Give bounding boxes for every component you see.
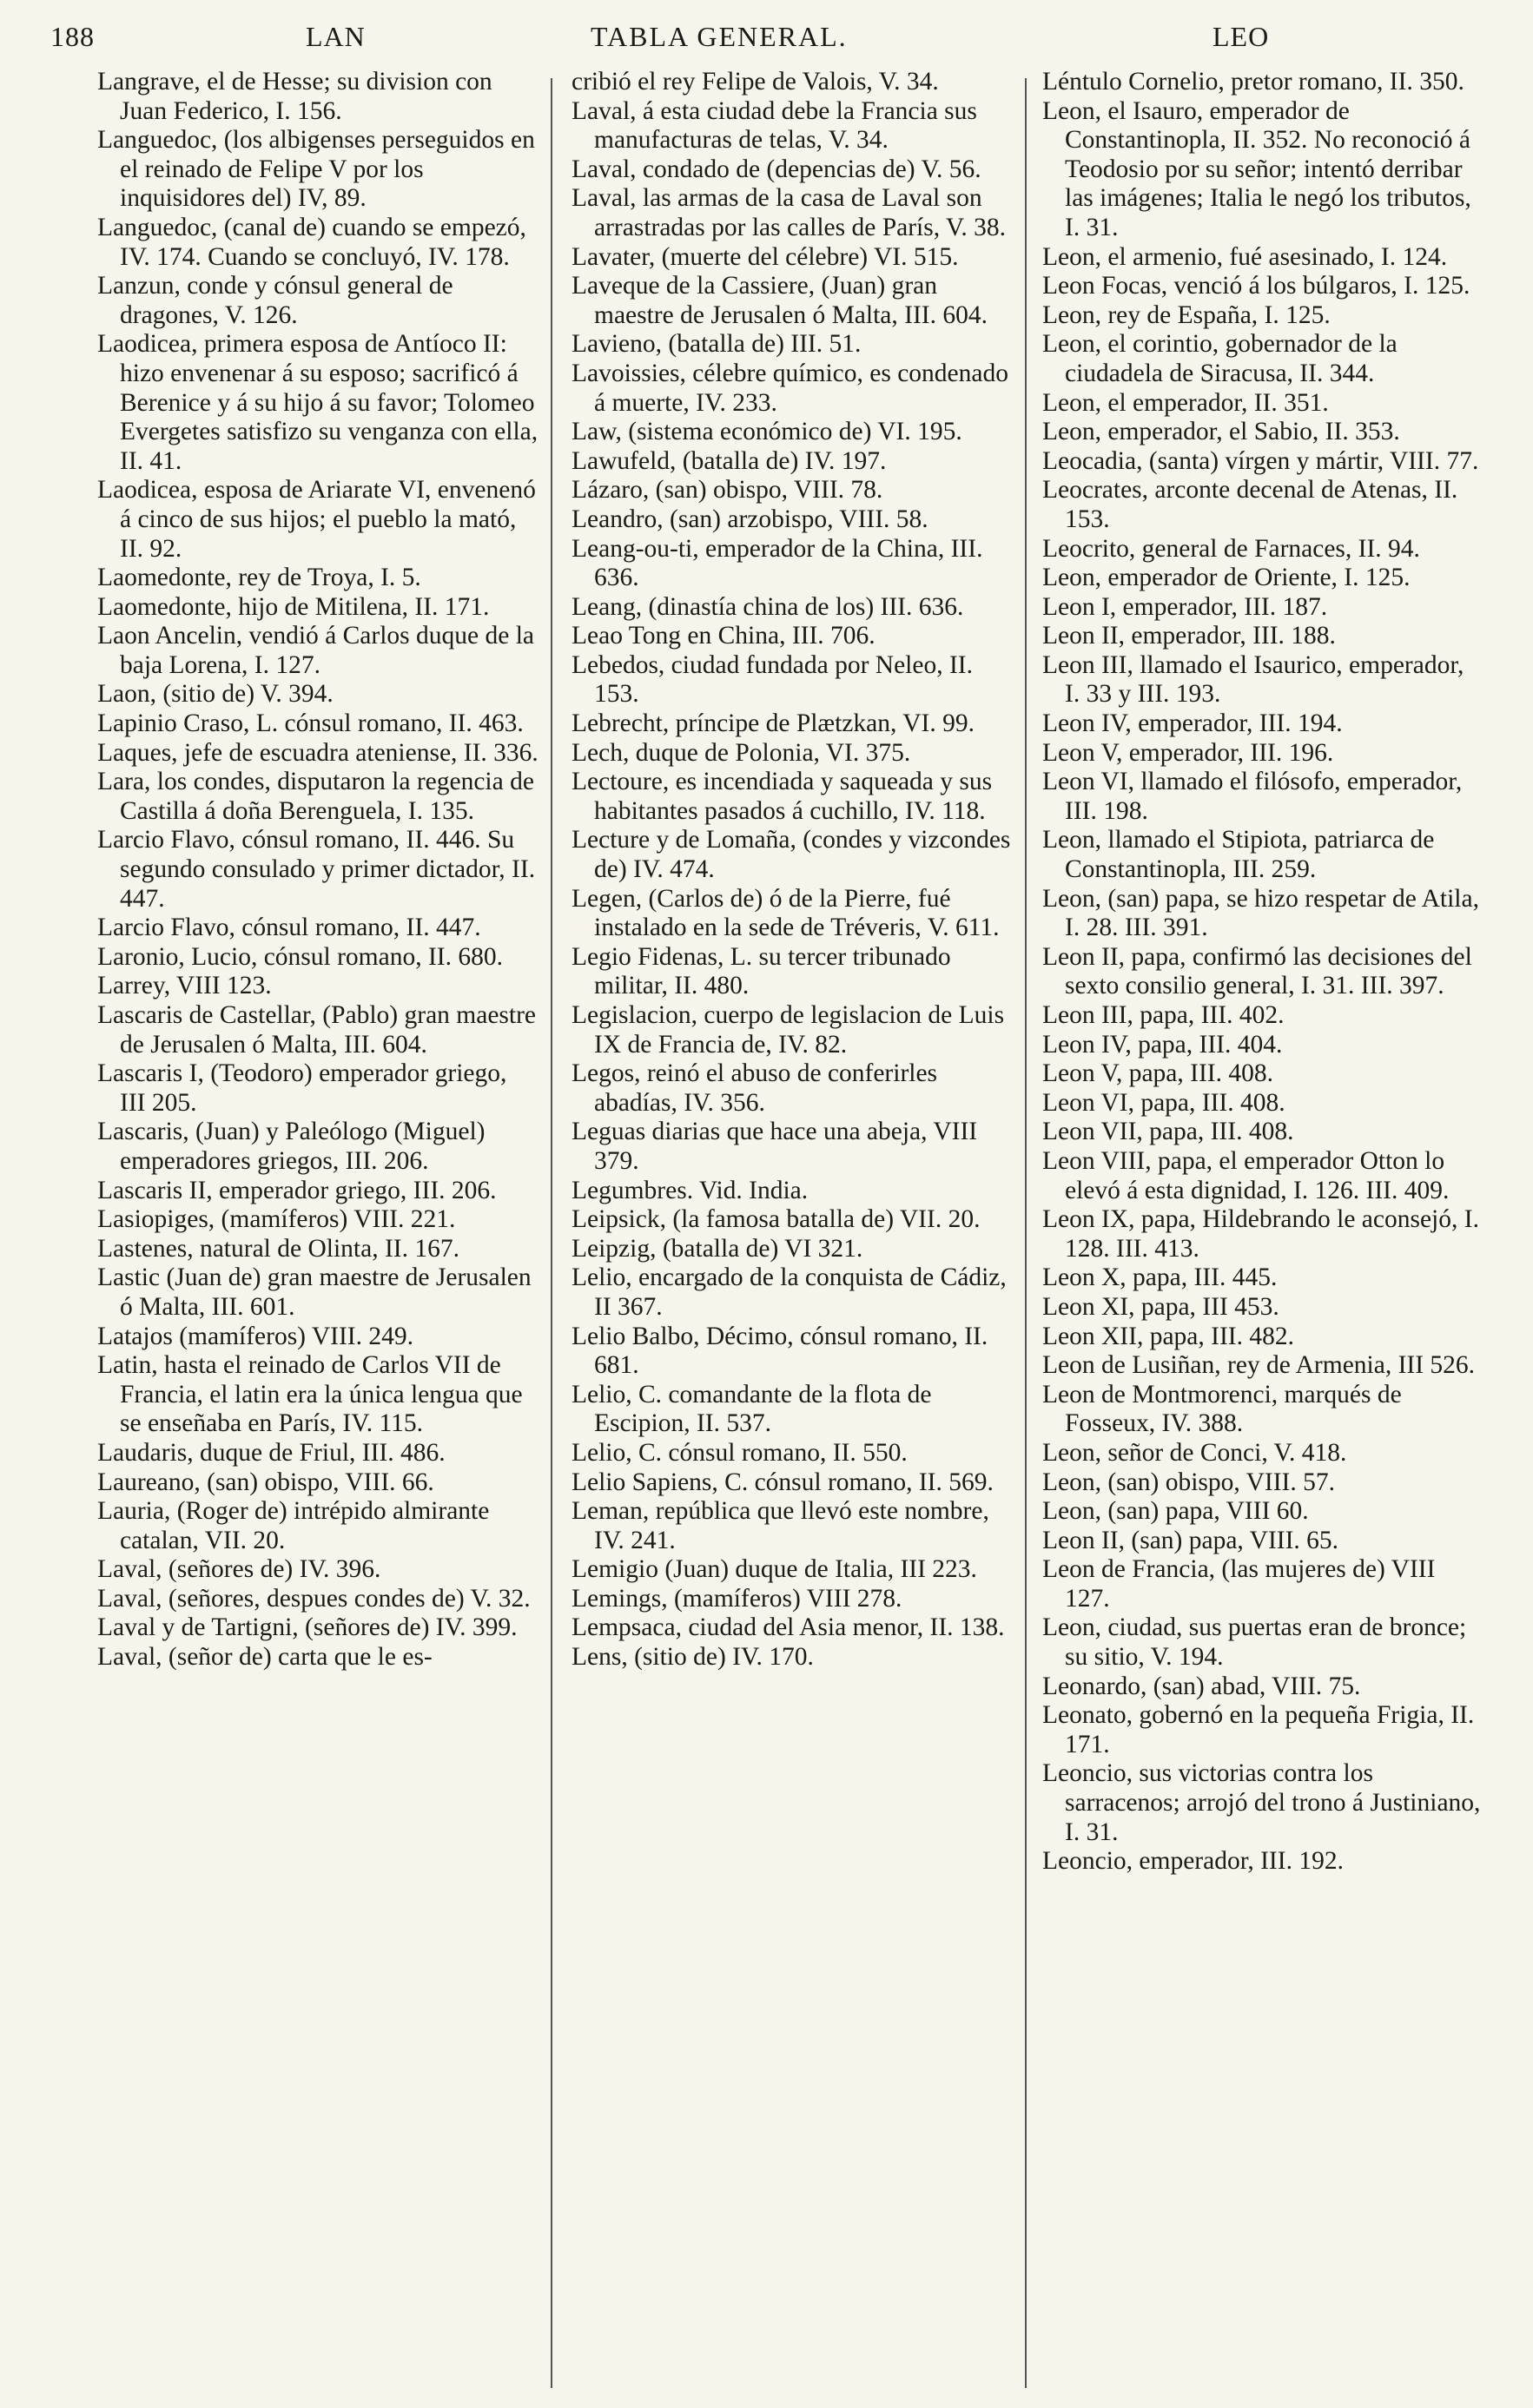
index-entry: Leipsick, (la famosa batalla de) VII. 20. xyxy=(572,1205,981,1234)
index-entry: Leonardo, (san) abad, VIII. 75. xyxy=(1042,1672,1361,1700)
index-entry: Leon V, papa, III. 408. xyxy=(1042,1059,1273,1088)
index-entry: Léntulo Cornelio, pretor romano, II. 350. xyxy=(1042,68,1464,96)
index-entry: Lastic (Juan de) gran maestre de Jerusalen ó Malta, III. 601. xyxy=(97,1263,532,1321)
running-header xyxy=(0,21,1533,64)
index-entry: Leon, el emperador, II. 351. xyxy=(1042,388,1329,417)
index-entry: Lauria, (Roger de) intrépido almirante catalan, VII. 20. xyxy=(97,1497,490,1554)
index-entry: Leandro, (san) arzobispo, VIII. 58. xyxy=(572,505,928,533)
index-entry: Lascaris I, (Teodoro) emperador griego, III 205. xyxy=(97,1059,507,1117)
index-entry: Larcio Flavo, cónsul romano, II. 447. xyxy=(97,914,481,942)
index-entry: Leoncio, sus victorias contra los sarracenos; arrojó del trono á Justiniano, I. 31. xyxy=(1042,1759,1481,1846)
index-entry: Leon, ciudad, sus puertas eran de bronce; su sitio, V. 194. xyxy=(1042,1613,1467,1672)
index-column-2 xyxy=(572,68,1013,1672)
index-entry: Leon XII, papa, III. 482. xyxy=(1042,1322,1294,1350)
index-entry: Languedoc, (canal de) cuando se empezó, IV. 174. Cuando se concluyó, IV. 178. xyxy=(97,213,526,271)
index-entry: Leipzig, (batalla de) VI 321. xyxy=(572,1234,863,1263)
index-column-1 xyxy=(97,68,539,1672)
index-entry: Langrave, el de Hesse; su division con Juan Federico, I. 156. xyxy=(97,68,492,125)
index-entry: Leon IV, emperador, III. 194. xyxy=(1042,709,1343,738)
index-entry: Languedoc, (los albigenses perseguidos en el reinado de Felipe V por los inquisidores del) IV, 89. xyxy=(97,126,535,213)
index-entry: Leang-ou-ti, emperador de la China, III. 636. xyxy=(572,534,983,592)
index-entry: Lavieno, (batalla de) III. 51. xyxy=(572,330,862,359)
index-entry: Laval, (señores, despues condes de) V. 32. xyxy=(97,1584,531,1613)
index-entry: Larrey, VIII 123. xyxy=(97,972,272,1000)
index-entry: Legio Fidenas, L. su tercer tribunado militar, II. 480. xyxy=(572,942,951,1000)
index-entry: Latin, hasta el reinado de Carlos VII de Francia, el latin era la única lengua que se enseñaba en París, IV. 115. xyxy=(97,1351,523,1438)
index-entry: Leon I, emperador, III. 187. xyxy=(1042,592,1328,621)
index-entry: Leon II, emperador, III. 188. xyxy=(1042,622,1336,650)
right-running-head: LEO xyxy=(1213,21,1270,52)
index-entry: Laval, condado de (depencias de) V. 56. xyxy=(572,155,981,183)
index-column-3 xyxy=(1042,68,1483,1877)
index-entry: Laval, (señores de) IV. 396. xyxy=(97,1555,381,1584)
index-entry: Leon, (san) obispo, VIII. 57. xyxy=(1042,1468,1336,1496)
index-entry: Laveque de la Cassiere, (Juan) gran maestre de Jerusalen ó Malta, III. 604. xyxy=(572,272,988,329)
index-entry: Leon de Lusiñan, rey de Armenia, III 526. xyxy=(1042,1351,1476,1380)
index-entry: Lecture y de Lomaña, (condes y vizcondes de) IV. 474. xyxy=(572,826,1011,884)
index-entry: Laomedonte, rey de Troya, I. 5. xyxy=(97,564,421,592)
index-entry: Lara, los condes, disputaron la regencia de Castilla á doña Berenguela, I. 135. xyxy=(97,768,534,825)
index-entry: Laques, jefe de escuadra ateniense, II. 336. xyxy=(97,738,539,767)
index-entry: Law, (sistema económico de) VI. 195. xyxy=(572,418,962,446)
index-entry: Leon, el Isauro, emperador de Constantinopla, II. 352. No reconoció á Teodosio por su señor; intentó derribar las imágenes; Italia le negó los tributos, I. 31. xyxy=(1042,96,1471,241)
column-divider xyxy=(1025,78,1027,2388)
index-entry: Laval y de Tartigni, (señores de) IV. 399. xyxy=(97,1613,518,1642)
index-entry: Laureano, (san) obispo, VIII. 66. xyxy=(97,1468,434,1496)
index-entry: Leonato, gobernó en la pequeña Frigia, II. 171. xyxy=(1042,1701,1475,1758)
index-entry: Leon, (san) papa, VIII 60. xyxy=(1042,1497,1309,1526)
index-entry: Leon de Francia, (las mujeres de) VIII 127. xyxy=(1042,1555,1436,1613)
index-entry: Laval, las armas de la casa de Laval son arrastradas por las calles de París, V. 38. xyxy=(572,184,1007,241)
index-entry: Lens, (sitio de) IV. 170. xyxy=(572,1643,814,1672)
column-divider xyxy=(551,78,552,2388)
index-entry: Legislacion, cuerpo de legislacion de Luis IX de Francia de, IV. 82. xyxy=(572,1001,1005,1059)
index-entry: Lectoure, es incendiada y saqueada y sus habitantes pasados á cuchillo, IV. 118. xyxy=(572,768,993,825)
index-entry: Leon Focas, venció á los búlgaros, I. 125. xyxy=(1042,272,1470,300)
index-entry: cribió el rey Felipe de Valois, V. 34. xyxy=(572,68,939,96)
index-entry: Leon, (san) papa, se hizo respetar de Atila, I. 28. III. 391. xyxy=(1042,884,1479,942)
index-entry: Leon, llamado el Stipiota, patriarca de Constantinopla, III. 259. xyxy=(1042,826,1435,884)
index-entry: Leon III, papa, III. 402. xyxy=(1042,1001,1285,1029)
center-running-head: TABLA GENERAL. xyxy=(591,21,848,52)
index-entry: Larcio Flavo, cónsul romano, II. 446. Su segundo consulado y primer dictador, II. 447. xyxy=(97,826,536,913)
index-entry: Lascaris, (Juan) y Paleólogo (Miguel) emperadores griegos, III. 206. xyxy=(97,1118,486,1175)
index-entry: Leon VI, papa, III. 408. xyxy=(1042,1088,1285,1117)
index-entry: Leon, emperador, el Sabio, II. 353. xyxy=(1042,418,1400,446)
index-entry: Laval, á esta ciudad debe la Francia sus manufacturas de telas, V. 34. xyxy=(572,96,977,155)
index-entry: Leon VI, llamado el filósofo, emperador, III. 198. xyxy=(1042,768,1463,825)
index-entry: Lelio Balbo, Décimo, cónsul romano, II. 681. xyxy=(572,1322,988,1380)
index-entry: Lawufeld, (batalla de) IV. 197. xyxy=(572,446,887,475)
index-entry: Legos, reinó el abuso de conferirles abadías, IV. 356. xyxy=(572,1059,938,1117)
index-entry: Legumbres. Vid. India. xyxy=(572,1176,809,1204)
index-entry: Lech, duque de Polonia, VI. 375. xyxy=(572,738,911,767)
index-entry: Leocrito, general de Farnaces, II. 94. xyxy=(1042,534,1420,563)
index-entry: Leocrates, arconte decenal de Atenas, II. 153. xyxy=(1042,476,1458,533)
index-entry: Lastenes, natural de Olinta, II. 167. xyxy=(97,1234,459,1263)
index-entry: Leon II, papa, confirmó las decisiones del sexto consilio general, I. 31. III. 397. xyxy=(1042,942,1472,1000)
index-entry: Lapinio Craso, L. cónsul romano, II. 463. xyxy=(97,709,524,738)
index-entry: Leocadia, (santa) vírgen y mártir, VIII. 77. xyxy=(1042,446,1479,475)
index-entry: Leon, el armenio, fué asesinado, I. 124. xyxy=(1042,242,1448,271)
index-entry: Lebrecht, príncipe de Plætzkan, VI. 99. xyxy=(572,709,975,738)
index-entry: Lanzun, conde y cónsul general de dragones, V. 126. xyxy=(97,272,453,329)
index-entry: Lázaro, (san) obispo, VIII. 78. xyxy=(572,476,883,505)
index-entry: Leon XI, papa, III 453. xyxy=(1042,1292,1279,1321)
left-running-head: LAN xyxy=(306,21,366,52)
index-entry: Lemings, (mamíferos) VIII 278. xyxy=(572,1584,902,1613)
page-number: 188 xyxy=(50,21,95,52)
index-entry: Lelio Sapiens, C. cónsul romano, II. 569. xyxy=(572,1468,994,1496)
index-entry: Legen, (Carlos de) ó de la Pierre, fué instalado en la sede de Tréveris, V. 611. xyxy=(572,884,1000,942)
index-entry: Leon de Montmorenci, marqués de Fosseux, IV. 388. xyxy=(1042,1380,1402,1438)
index-entry: Laronio, Lucio, cónsul romano, II. 680. xyxy=(97,942,503,971)
index-entry: Laodicea, esposa de Ariarate VI, envenenó á cinco de sus hijos; el pueblo la mató, II. 92. xyxy=(97,476,536,563)
index-entry: Leon V, emperador, III. 196. xyxy=(1042,738,1334,767)
index-entry: Leon VIII, papa, el emperador Otton lo elevó á esta dignidad, I. 126. III. 409. xyxy=(1042,1146,1450,1204)
index-entry: Laval, (señor de) carta que le es- xyxy=(97,1643,433,1672)
index-entry: Laudaris, duque de Friul, III. 486. xyxy=(97,1438,446,1467)
index-entry: Leon IX, papa, Hildebrando le aconsejó, I. 128. III. 413. xyxy=(1042,1205,1479,1263)
index-entry: Lelio, C. comandante de la flota de Escipion, II. 537. xyxy=(572,1380,932,1438)
index-entry: Lasiopiges, (mamíferos) VIII. 221. xyxy=(97,1205,456,1234)
index-entry: Lemigio (Juan) duque de Italia, III 223. xyxy=(572,1555,977,1584)
index-entry: Leon, rey de España, I. 125. xyxy=(1042,300,1331,329)
index-entry: Lavater, (muerte del célebre) VI. 515. xyxy=(572,242,959,271)
index-entry: Leoncio, emperador, III. 192. xyxy=(1042,1847,1344,1876)
index-entry: Leon VII, papa, III. 408. xyxy=(1042,1118,1294,1146)
index-entry: Lavoissies, célebre químico, es condenado á muerte, IV. 233. xyxy=(572,359,1008,417)
index-entry: Leon X, papa, III. 445. xyxy=(1042,1263,1278,1292)
index-entry: Laon Ancelin, vendió á Carlos duque de la baja Lorena, I. 127. xyxy=(97,622,534,679)
index-entry: Leon, el corintio, gobernador de la ciudadela de Siracusa, II. 344. xyxy=(1042,330,1398,387)
index-entry: Leon III, llamado el Isaurico, emperador, I. 33 y III. 193. xyxy=(1042,650,1464,709)
index-entry: Leang, (dinastía china de los) III. 636. xyxy=(572,592,964,621)
index-entry: Lascaris de Castellar, (Pablo) gran maestre de Jerusalen ó Malta, III. 604. xyxy=(97,1001,537,1059)
index-entry: Leao Tong en China, III. 706. xyxy=(572,622,876,650)
index-entry: Lempsaca, ciudad del Asia menor, II. 138. xyxy=(572,1613,1005,1642)
index-entry: Lelio, encargado de la conquista de Cádiz, II 367. xyxy=(572,1263,1007,1321)
index-entry: Leguas diarias que hace una abeja, VIII 379. xyxy=(572,1118,978,1175)
index-entry: Leon, señor de Conci, V. 418. xyxy=(1042,1438,1347,1467)
index-entry: Leman, república que llevó este nombre, IV. 241. xyxy=(572,1497,989,1554)
index-entry: Leon II, (san) papa, VIII. 65. xyxy=(1042,1526,1339,1554)
index-entry: Lelio, C. cónsul romano, II. 550. xyxy=(572,1438,908,1467)
index-entry: Lebedos, ciudad fundada por Neleo, II. 153. xyxy=(572,650,973,709)
index-entry: Lascaris II, emperador griego, III. 206. xyxy=(97,1176,497,1204)
index-entry: Laon, (sitio de) V. 394. xyxy=(97,680,334,709)
index-entry: Latajos (mamíferos) VIII. 249. xyxy=(97,1322,413,1350)
index-entry: Laodicea, primera esposa de Antíoco II: hizo envenenar á su esposo; sacrificó á Berenice y á su hijo á su favor; Tolomeo Evergetes satisfizo su venganza con ella, II. 41. xyxy=(97,330,539,475)
index-entry: Leon IV, papa, III. 404. xyxy=(1042,1030,1283,1059)
index-entry: Leon, emperador de Oriente, I. 125. xyxy=(1042,564,1411,592)
index-entry: Laomedonte, hijo de Mitilena, II. 171. xyxy=(97,592,490,621)
